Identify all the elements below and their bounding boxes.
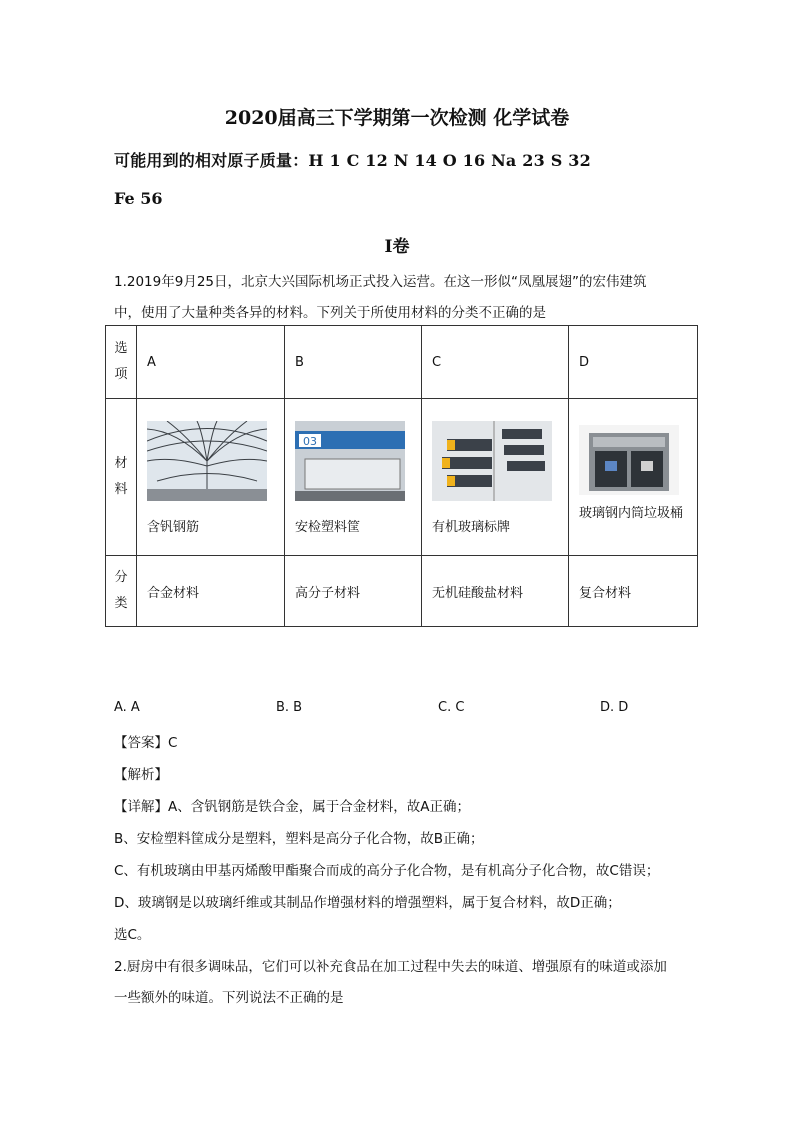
material-a-cell [137,399,285,556]
answer-label: 【答案】 [114,735,168,751]
detail-line-5: 选C。 [114,927,151,943]
material-a-label: 含钒钢筋 [147,520,200,535]
analysis-label: 【解析】 [114,767,168,783]
trash-bin-photo [579,425,679,495]
option-a-cell: A [137,326,285,399]
q2-stem-line2: 一些额外的味道。下列说法不正确的是 [114,990,344,1006]
steel-structure-photo [147,421,267,501]
material-b-label: 安检塑料筐 [295,520,361,535]
class-d-cell: 复合材料 [569,556,698,627]
signage-photo [432,421,552,501]
q2-stem-line1: 2.厨房中有很多调味品，它们可以补充食品在加工过程中失去的味道、增强原有的味道或添加 [114,959,667,975]
detail-line-3: C、有机玻璃由甲基丙烯酸甲酯聚合而成的高分子化合物，是有机高分子化合物，故C错误； [114,863,660,879]
atomic-masses-line2: Fe 56 [114,189,163,208]
choice-a: A. A [114,700,140,715]
class-a-cell: 合金材料 [137,556,285,627]
choice-d: D. D [600,700,629,715]
answer-value: C [168,735,178,751]
material-c-cell [422,399,569,556]
row-header-classes [106,556,137,627]
page-title: 2020届高三下学期第一次检测 化学试卷 [224,107,570,129]
detail-line-4: D、玻璃钢是以玻璃纤维或其制品作增强材料的增强塑料，属于复合材料，故D正确； [114,895,621,911]
table-row-materials [106,399,698,556]
security-tray-photo [295,421,415,501]
option-c-cell: C [422,326,569,399]
svg-text:03: 03 [303,435,317,448]
row-header-label: 材 料 [114,456,128,497]
row-header-label: 选 项 [114,341,128,382]
material-d-label: 玻璃钢内筒垃圾桶 [579,506,684,521]
row-header-materials [106,399,137,556]
detail-line-2: B、安检塑料筐成分是塑料，塑料是高分子化合物，故B正确； [114,831,484,847]
option-b-cell: B [285,326,422,399]
detail-line-1: 【详解】A、含钒钢筋是铁合金，属于合金材料，故A正确； [114,799,470,815]
q1-options-table [105,325,698,627]
class-c-cell: 无机硅酸盐材料 [422,556,569,627]
q1-stem-line2: 中，使用了大量种类各异的材料。下列关于所使用材料的分类不正确的是 [114,305,546,321]
row-header-label: 分 类 [114,570,128,611]
q1-stem-line1: 1.2019年9月25日，北京大兴国际机场正式投入运营。在这一形似“凤凰展翅”的宏伟建筑 [114,274,647,290]
table-row-options [106,326,698,399]
choice-c: C. C [438,700,465,715]
material-d-cell [569,399,698,556]
atomic-masses-line1: 可能用到的相对原子质量：H 1 C 12 N 14 O 16 Na 23 S 32 [114,151,591,170]
class-b-cell: 高分子材料 [285,556,422,627]
table-row-classes [106,556,698,627]
volume-heading: I卷 [384,237,410,257]
choice-b: B. B [276,700,303,715]
answer-line [114,731,177,751]
row-header-options [106,326,137,399]
material-c-label: 有机玻璃标牌 [432,520,511,535]
material-b-cell [285,399,422,556]
option-d-cell: D [569,326,698,399]
